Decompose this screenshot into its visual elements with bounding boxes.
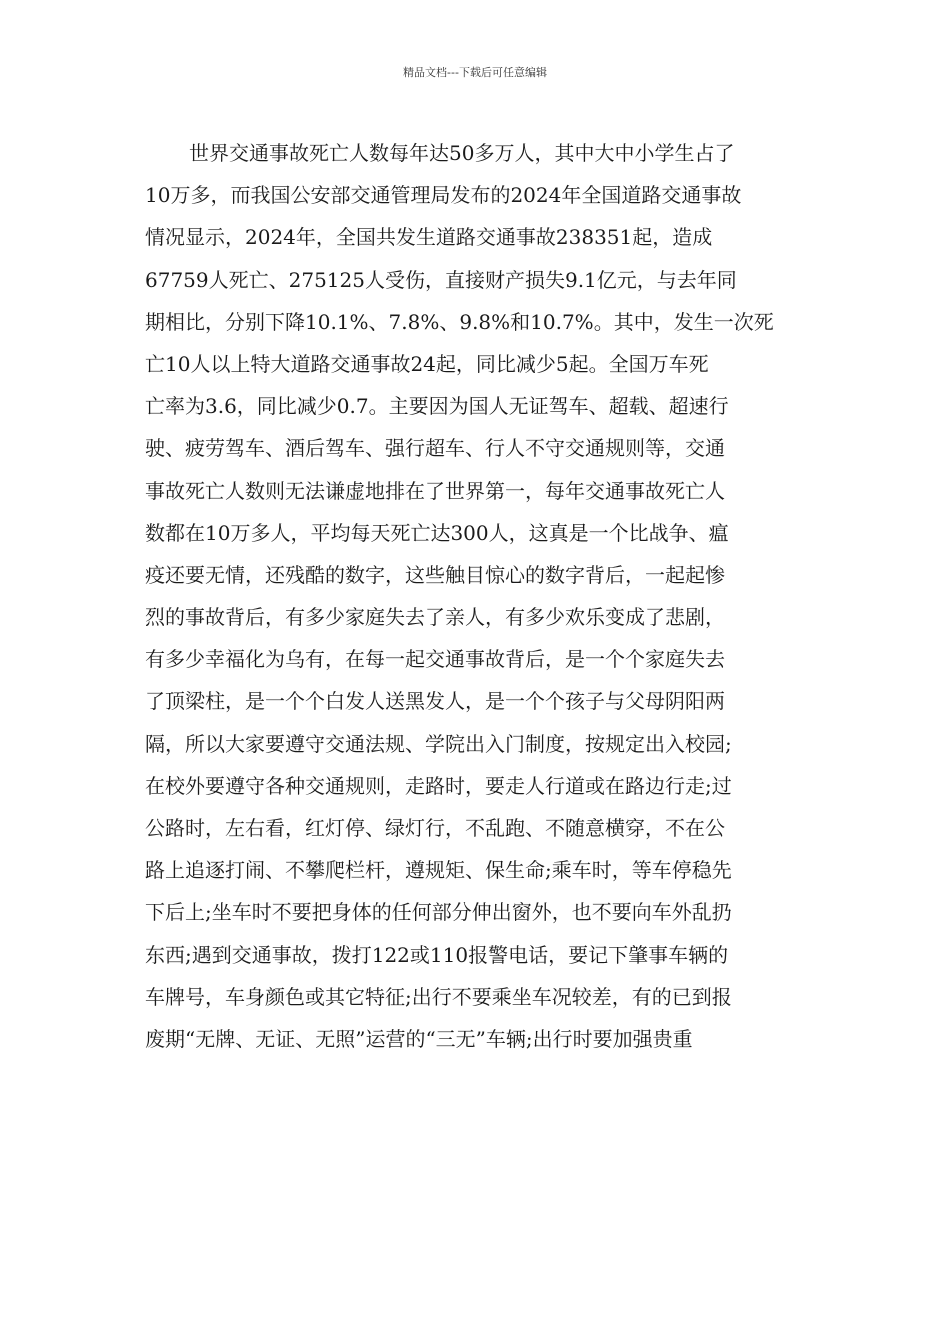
body-line: 10万多，而我国公安部交通管理局发布的2024年全国道路交通事故: [145, 183, 742, 208]
body-line: 亡率为3.6，同比减少0.7。主要因为国人无证驾车、超载、超速行: [145, 394, 729, 419]
body-line: 有多少幸福化为乌有，在每一起交通事故背后，是一个个家庭失去: [145, 647, 725, 672]
body-line: 烈的事故背后，有多少家庭失去了亲人，有多少欢乐变成了悲剧，: [145, 605, 725, 630]
body-line: 疫还要无情，还残酷的数字，这些触目惊心的数字背后，一起起惨: [145, 562, 725, 587]
body-line: 东西;遇到交通事故，拨打122或110报警电话，要记下肇事车辆的: [145, 942, 729, 967]
body-line: 世界交通事故死亡人数每年达50多万人，其中大中小学生占了: [189, 141, 735, 165]
body-line: 期相比，分别下降10.1%、7.8%、9.8%和10.7%。其中，发生一次死: [145, 309, 774, 334]
body-line: 亡10人以上特大道路交通事故24起，同比减少5起。全国万车死: [145, 351, 709, 376]
body-line: 公路时，左右看，红灯停、绿灯行，不乱跑、不随意横穿，不在公: [145, 816, 725, 840]
body-line: 隔，所以大家要遵守交通法规、学院出入门制度，按规定出入校园;: [145, 731, 732, 756]
body-line: 了顶梁柱，是一个个白发人送黑发人，是一个个孩子与父母阴阳两: [145, 689, 725, 714]
body-line: 在校外要遵守各种交通规则，走路时，要走人行道或在路边行走;过: [145, 773, 732, 798]
body-line: 情况显示，2024年，全国共发生道路交通事故238351起，造成: [145, 225, 713, 250]
body-paragraph: [145, 132, 807, 1060]
body-line: 下后上;坐车时不要把身体的任何部分伸出窗外，也不要向车外乱扔: [145, 900, 732, 925]
page-header: 精品文档---下载后可任意编辑: [403, 66, 547, 79]
body-line: 驶、疲劳驾车、酒后驾车、强行超车、行人不守交通规则等，交通: [145, 436, 725, 461]
body-line: 67759人死亡、275125人受伤，直接财产损失9.1亿元，与去年同: [145, 267, 737, 292]
body-line: 废期“无牌、无证、无照”运营的“三无”车辆;出行时要加强贵重: [145, 1026, 693, 1051]
body-line: 数都在10万多人，平均每天死亡达300人，这真是一个比战争、瘟: [145, 520, 729, 545]
body-line: 车牌号，车身颜色或其它特征;出行不要乘坐车况较差，有的已到报: [145, 984, 732, 1009]
body-line: 路上追逐打闹、不攀爬栏杆，遵规矩、保生命;乘车时，等车停稳先: [145, 858, 732, 883]
body-line: 事故死亡人数则无法谦虚地排在了世界第一，每年交通事故死亡人: [145, 478, 725, 503]
